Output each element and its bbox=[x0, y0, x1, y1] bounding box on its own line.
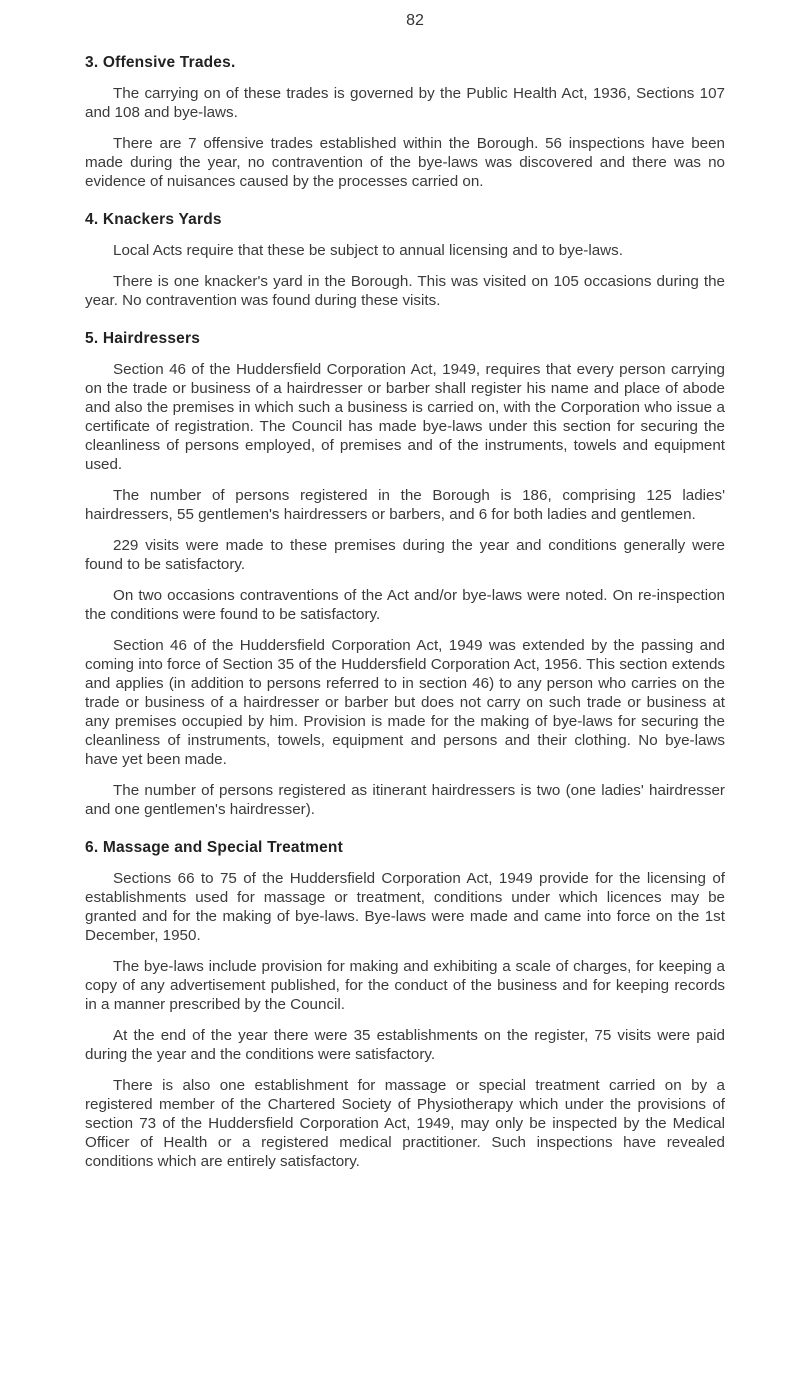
paragraph: There is also one establishment for massage or special treatment carried on by a registered member of the Chartered Society of Physiotherapy which under the provisions of section 73 of the Huddersfield Corporation Act, 1949, may only be inspected by the Medical Officer of Health or a registered medical practitioner. Such inspections have revealed conditions which are entirely satisfactory. bbox=[85, 1077, 725, 1170]
section-hairdressers bbox=[85, 330, 725, 819]
paragraph: At the end of the year there were 35 establishments on the register, 75 visits were paid during the year and the conditions were satisfactory. bbox=[85, 1027, 725, 1063]
paragraph: The number of persons registered in the Borough is 186, comprising 125 ladies' hairdressers, 55 gentlemen's hairdressers or barbers, and 6 for both ladies and gentlemen. bbox=[85, 487, 725, 523]
paragraph: The bye-laws include provision for making and exhibiting a scale of charges, for keeping a copy of any advertisement published, for the conduct of the business and for keeping records in a manner prescribed by the Council. bbox=[85, 958, 725, 1013]
paragraph: 229 visits were made to these premises during the year and conditions generally were found to be satisfactory. bbox=[85, 537, 725, 573]
paragraph: Section 46 of the Huddersfield Corporation Act, 1949, requires that every person carrying on the trade or business of a hairdresser or barber shall register his name and place of abode and also the premises in which such a business is carried on, with the Corporation who issue a certificate of registration. The Council has made bye-laws under this section for securing the cleanliness of persons employed, of premises and of the instruments, towels and equipment used. bbox=[85, 361, 725, 473]
paragraph: The carrying on of these trades is governed by the Public Health Act, 1936, Sections 107 and 108 and bye-laws. bbox=[85, 85, 725, 121]
section-massage-special-treatment bbox=[85, 839, 725, 1171]
section-heading: 5. Hairdressers bbox=[85, 330, 201, 347]
section-offensive-trades bbox=[85, 54, 725, 191]
page-number: 82 bbox=[406, 12, 424, 29]
section-knackers-yards bbox=[85, 211, 725, 310]
paragraph: Sections 66 to 75 of the Huddersfield Corporation Act, 1949 provide for the licensing of establishments used for massage or treatment, conditions under which licences may be granted and for the making of bye-laws. Bye-laws were made and came into force on the 1st December, 1950. bbox=[85, 870, 725, 944]
document-page bbox=[85, 12, 725, 1183]
paragraph: On two occasions contraventions of the Act and/or bye-laws were noted. On re-inspection the conditions were found to be satisfactory. bbox=[85, 587, 725, 623]
paragraph: There are 7 offensive trades established within the Borough. 56 inspections have been made during the year, no contravention of the bye-laws was discovered and there was no evidence of nuisances caused by the processes carried on. bbox=[85, 135, 725, 190]
paragraph: Local Acts require that these be subject to annual licensing and to bye-laws. bbox=[113, 242, 623, 259]
paragraph: There is one knacker's yard in the Borough. This was visited on 105 occasions during the year. No contravention was found during these visits. bbox=[85, 273, 725, 309]
paragraph: Section 46 of the Huddersfield Corporation Act, 1949 was extended by the passing and coming into force of Section 35 of the Huddersfield Corporation Act, 1956. This section extends and applies (in addition to persons referred to in section 46) to any person who carries on the trade or business of a hairdresser or barber but does not carry on such trade or business at any premises occupied by him. Provision is made for the making of bye-laws for securing the cleanliness of instruments, towels, equipment and persons and their clothing. No bye-laws have yet been made. bbox=[85, 637, 725, 768]
section-heading: 4. Knackers Yards bbox=[85, 211, 222, 228]
paragraph: The number of persons registered as itinerant hairdressers is two (one ladies' hairdresser and one gentlemen's hairdresser). bbox=[85, 782, 725, 818]
section-heading: 6. Massage and Special Treatment bbox=[85, 839, 343, 856]
section-heading: 3. Offensive Trades. bbox=[85, 54, 236, 71]
